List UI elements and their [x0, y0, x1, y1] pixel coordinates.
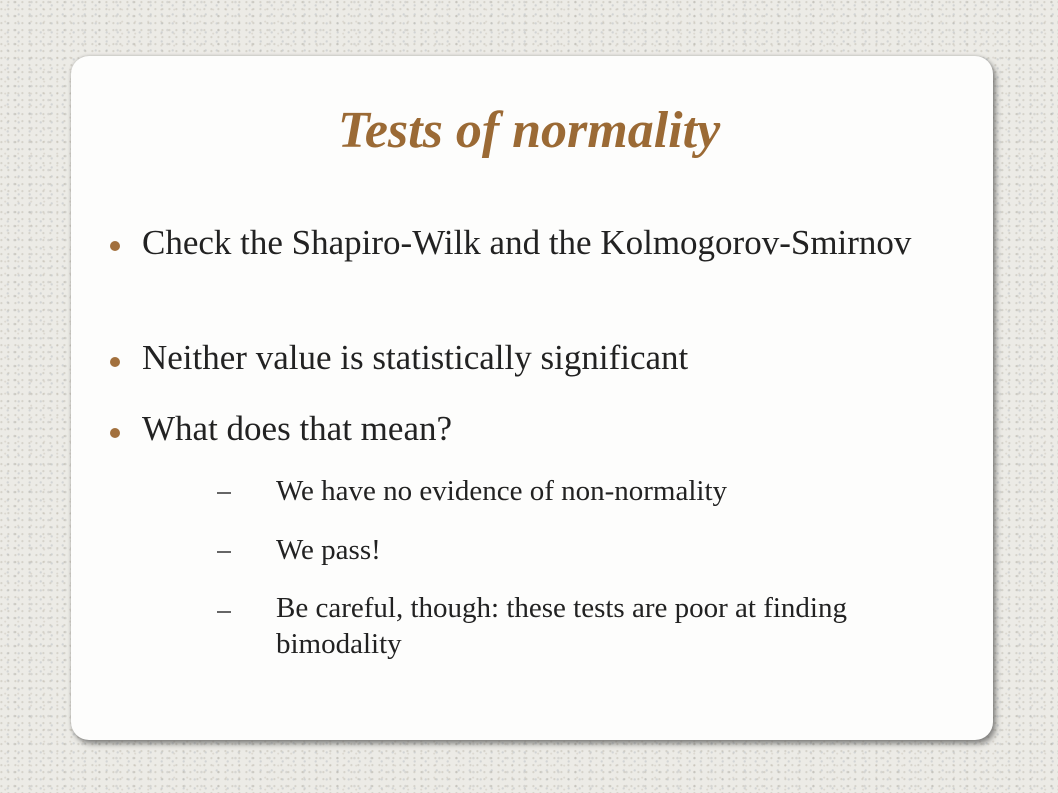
- sub-bullet-dash-icon: [217, 492, 231, 494]
- sub-bullet-dash-icon: [217, 611, 231, 613]
- bullet-dot-icon: [110, 428, 120, 438]
- sub-bullet-item: We pass!: [276, 534, 381, 566]
- bullet-dot-icon: [110, 241, 120, 251]
- bullet-item: What does that mean?: [142, 409, 453, 448]
- bullet-item: Check the Shapiro-Wilk and the Kolmogorov-Smirnov: [142, 223, 912, 262]
- bullet-dot-icon: [110, 357, 120, 367]
- bullet-item: Neither value is statistically significant: [142, 338, 689, 377]
- sub-bullet-dash-icon: [217, 551, 231, 553]
- slide-title: Tests of normality: [337, 102, 721, 159]
- sub-bullet-item: We have no evidence of non-normality: [276, 475, 728, 507]
- sub-bullet-item: Be careful, though: these tests are poor at finding bimodality: [276, 592, 847, 660]
